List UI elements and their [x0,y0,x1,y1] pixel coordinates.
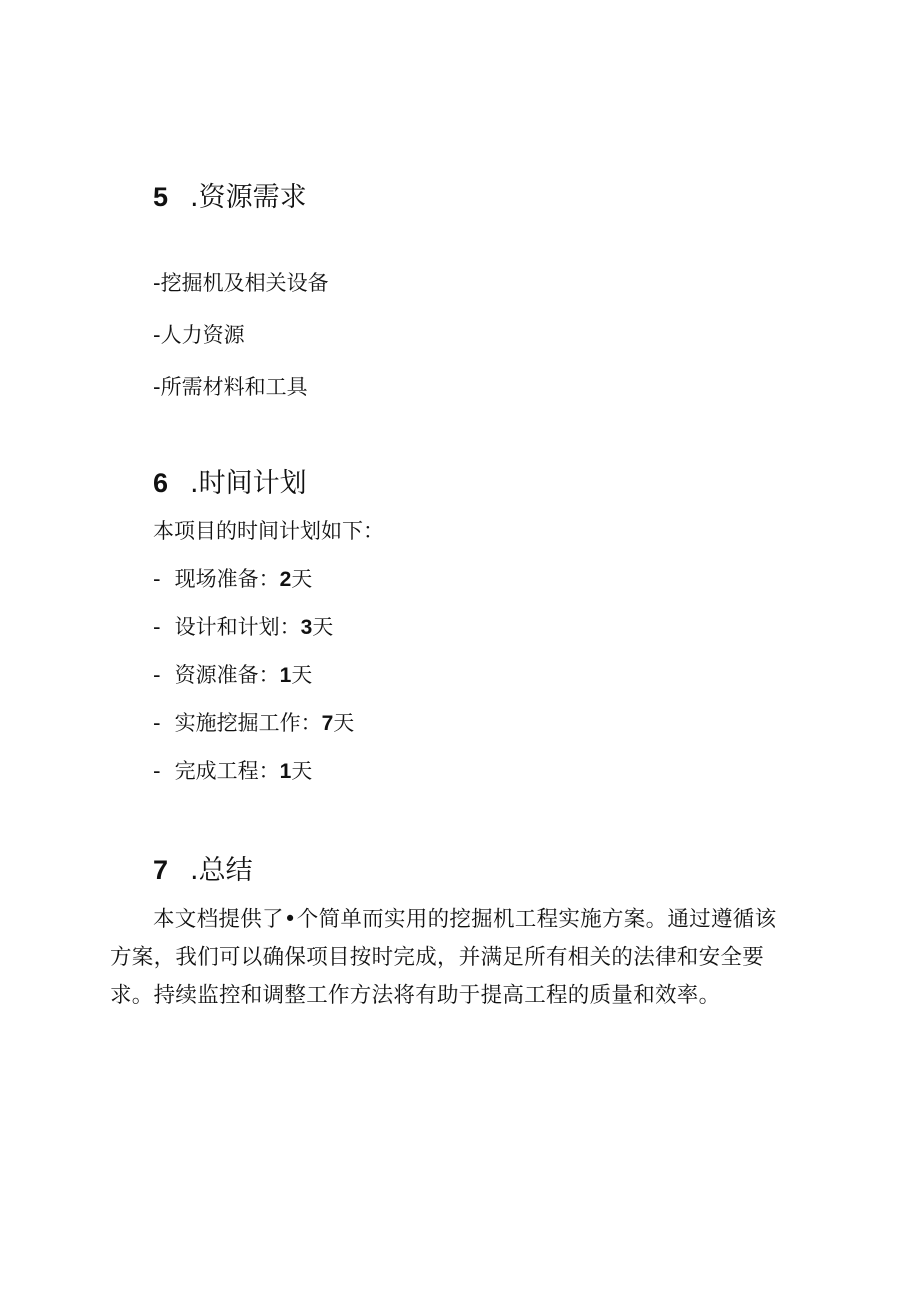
schedule-item-unit: 天 [291,759,313,783]
schedule-item-value: 1 [279,760,292,783]
section-7-heading [153,857,253,884]
section-5-item: -挖掘机及相关设备 [153,271,329,295]
schedule-item-unit: 天 [291,567,313,591]
summary-paragraph [110,901,810,1015]
schedule-item-unit: 天 [333,711,355,735]
schedule-item [153,713,354,734]
schedule-item-value: 7 [321,712,334,735]
schedule-item [153,617,333,638]
section-7-number: 7 [153,855,169,885]
schedule-item-label: 设计和计划： [174,615,301,639]
schedule-item-value: 1 [279,664,292,687]
section-5-heading [153,184,307,211]
schedule-item-unit: 天 [291,663,313,687]
section-6-title: .时间计划 [190,468,307,499]
section-6-intro: 本项目的时间计划如下： [153,519,384,543]
summary-line: 本文档提供了•个简单而实用的挖掘机工程实施方案。通过遵循该 [153,907,777,932]
schedule-item [153,665,312,686]
summary-line: 求。持续监控和调整工作方法将有助于提高工程的质量和效率。 [110,983,721,1008]
section-5-item: -所需材料和工具 [153,375,308,399]
summary-line: 方案，我们可以确保项目按时完成，并满足所有相关的法律和安全要 [110,945,765,970]
schedule-item-dash: - [153,711,161,735]
schedule-item [153,761,312,782]
schedule-item-label: 完成工程： [174,759,280,783]
schedule-item [153,569,312,590]
schedule-item-dash: - [153,567,161,591]
section-6-number: 6 [153,468,169,498]
section-7-title: .总结 [190,855,253,886]
section-6-heading [153,470,307,497]
schedule-item-label: 现场准备： [174,567,280,591]
schedule-item-dash: - [153,663,161,687]
schedule-item-value: 2 [279,568,292,591]
section-5-title: .资源需求 [190,182,307,213]
schedule-item-unit: 天 [312,615,334,639]
schedule-item-value: 3 [300,616,313,639]
schedule-item-dash: - [153,759,161,783]
schedule-item-label: 资源准备： [174,663,280,687]
section-5-number: 5 [153,182,169,212]
schedule-item-dash: - [153,615,161,639]
schedule-item-label: 实施挖掘工作： [174,711,322,735]
section-5-item: -人力资源 [153,323,245,347]
